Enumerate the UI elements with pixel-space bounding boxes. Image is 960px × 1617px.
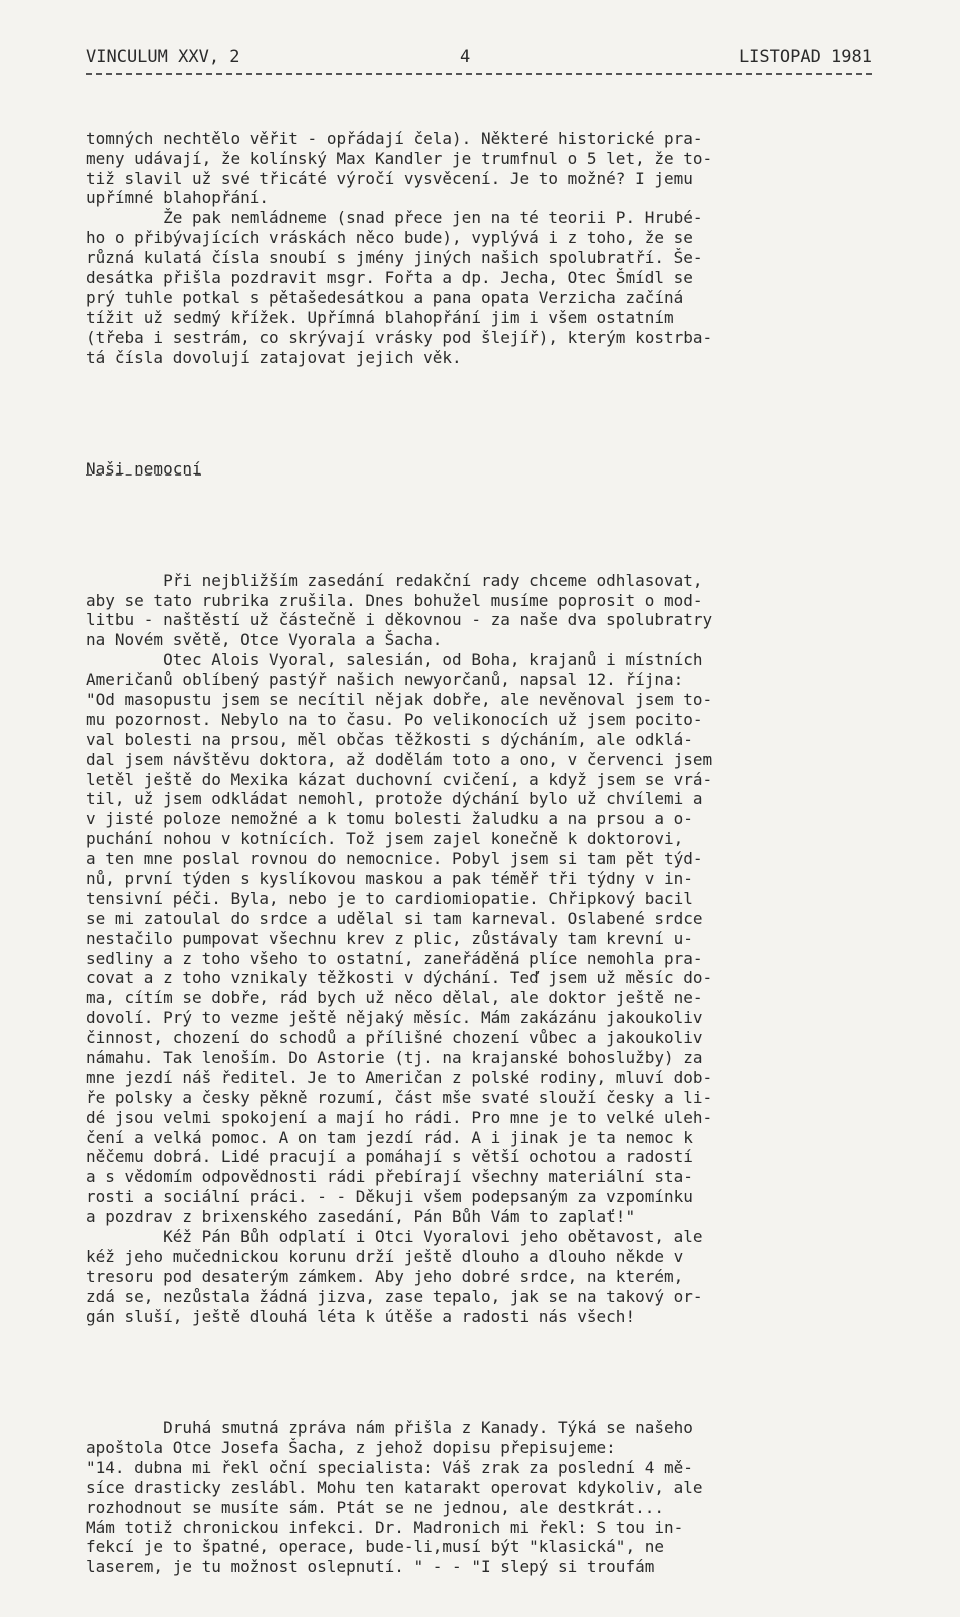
- text-line: gán sluší, ještě dlouhá léta k útěše a radosti nás všech!: [86, 1306, 636, 1326]
- text-line: se mi zatoulal do srdce a udělal si tam karneval. Oslabené srdce: [86, 908, 703, 928]
- text-line: námahu. Tak lenoším. Do Astorie (tj. na krajanské bohoslužby) za: [86, 1048, 703, 1068]
- text-line: nů, první týden s kyslíkovou maskou a pak téměř tři týdny v in-: [86, 869, 693, 888]
- text-line: til, už jsem odkládat nemohl, protože dýchání bylo už chvílemi a: [86, 789, 703, 809]
- text-line: čení a velká pomoc. A on tam jezdí rád. A i jinak je ta nemoc k: [86, 1127, 693, 1147]
- text-line: Kéž Pán Bůh odplatí i Otci Vyoralovi jeho obětavost, ale: [86, 1227, 703, 1247]
- text-line: (třeba i sestrám, co skrývají vrásky pod šlejíř), kterým kostrba-: [86, 327, 713, 347]
- text-line: litbu - naštěstí už částečně i děkovnou - za naše dva spolubratry: [86, 610, 713, 630]
- text-line: zdá se, nezůstala žádná jizva, zase tepalo, jak se na takový or-: [86, 1286, 703, 1306]
- text-line: ře polsky a česky pěkně rozumí, část mše svaté slouží česky a li-: [86, 1087, 713, 1107]
- text-line: a ten mne poslal rovnou do nemocnice. Pobyl jsem si tam pět týd-: [86, 849, 703, 869]
- article-body: [86, 89, 886, 1617]
- text-line: dé jsou velmi spokojení a mají ho rádi. Pro mne je to velké uleh-: [86, 1107, 713, 1127]
- text-line: letěl ještě do Mexika kázat duchovní cvičení, a když jsem se vrá-: [86, 769, 713, 789]
- text-line: dal jsem návštěvu doktora, až dodělám toto a ono, v červenci jsem: [86, 749, 713, 769]
- text-line: desátka přišla pozdravit msgr. Fořta a dp. Jecha, Otec Šmídl se: [86, 268, 693, 288]
- text-line: síce drasticky zeslábl. Mohu ten katarakt operovat kdykoliv, ale: [86, 1477, 703, 1497]
- text-line: tá čísla dovolují zatajovat jejich věk.: [86, 347, 462, 367]
- text-line: aby se tato rubrika zrušila. Dnes bohužel musíme poprosit o mod-: [86, 590, 703, 610]
- text-line: tomných nechtělo věřit - opřádají čela). Některé historické pra-: [86, 128, 703, 148]
- text-line: kéž jeho mučednickou korunu drží ještě dlouho a dlouho někde v: [86, 1246, 684, 1266]
- text-line: apoštola Otce Josefa Šacha, z jehož dopisu přepisujeme:: [86, 1438, 616, 1457]
- text-line: "14. dubna mi řekl oční specialista: Váš zrak za poslední 4 mě-: [86, 1457, 693, 1477]
- text-line: rozhodnout se musíte sám. Ptát se ne jednou, ale destkrát...: [86, 1497, 664, 1517]
- text-line: "Od masopustu jsem se necítil nějak dobře, ale nevěnoval jsem to-: [86, 689, 713, 709]
- text-line: laserem, je tu možnost oslepnutí. " - - "I slepý si troufám: [86, 1557, 655, 1577]
- text-line: sedliny a z toho všeho to ostatní, zaneřáděná plíce nemohla pra-: [86, 948, 703, 968]
- section-heading: Naši nemocní: [86, 459, 202, 479]
- text-line: upřímné blahopřání.: [86, 188, 270, 208]
- header-divider: [86, 73, 872, 75]
- text-line: v jisté poloze nemožné a k tomu bolesti žaludku a na prsou a o-: [86, 809, 693, 829]
- page-header: [86, 47, 872, 73]
- text-line: Druhá smutná zpráva nám přišla z Kanady. Týká se našeho: [86, 1418, 693, 1438]
- text-line: mu pozornost. Nebylo na to času. Po velikonocích už jsem pocito-: [86, 709, 703, 729]
- header-journal-issue: VINCULUM XXV, 2: [86, 47, 240, 67]
- text-line: tížit už sedmý křížek. Upřímná blahopřání jim i všem ostatním: [86, 307, 674, 327]
- text-line: rosti a sociální práci. - - Děkuji všem podepsaným za vzpomínku: [86, 1187, 693, 1207]
- text-line: tresoru pod desaterým zámkem. Aby jeho dobré srdce, na kterém,: [86, 1266, 684, 1286]
- paragraph-block-birthdays: [86, 129, 886, 368]
- text-line: dovolí. Prý to vezme ještě nějaký měsíc. Mám zakázánu jakoukoliv: [86, 1008, 703, 1028]
- text-line: covat a z toho vznikaly těžkosti v dýchání. Teď jsem už měsíc do-: [86, 968, 713, 988]
- text-line: puchání nohou v kotnících. Tož jsem zajel konečně k doktorovi,: [86, 829, 684, 849]
- text-line: meny udávají, že kolínský Max Kandler je trumfnul o 5 let, že to-: [86, 148, 713, 168]
- text-line: ma, cítím se dobře, rád bych už něco dělal, ale doktor ještě ne-: [86, 988, 703, 1008]
- text-line: fekcí je to špatné, operace, bude-li,musí být "klasická", ne: [86, 1537, 664, 1557]
- text-line: tensivní péči. Byla, nebo je to cardiomiopatie. Chřipkový bacil: [86, 888, 693, 908]
- text-line: prý tuhle potkal s pětašedesátkou a pana opata Verzicha začíná: [86, 287, 684, 307]
- text-line: mne jezdí náš ředitel. Je to Američan z polské rodiny, mluví dob-: [86, 1067, 713, 1087]
- text-line: Mám totiž chronickou infekci. Dr. Madronich mi řekl: S tou in-: [86, 1517, 684, 1537]
- text-line: Že pak nemládneme (snad přece jen na té teorii P. Hrubé-: [86, 208, 703, 228]
- header-page-number: 4: [460, 47, 471, 67]
- paragraph-block-sach: [86, 1418, 886, 1577]
- text-line: činnost, chození do schodů a přílišné chození vůbec a jakoukoliv: [86, 1028, 703, 1048]
- text-line: tiž slavil už své třicáté výročí vysvěcení. Je to možné? I jemu: [86, 168, 693, 188]
- text-line: nestačilo pumpovat všechnu krev z plic, zůstávaly tam krevní u-: [86, 928, 693, 948]
- text-line: na Novém světě, Otce Vyorala a Šacha.: [86, 630, 443, 650]
- text-line: Američanů oblíbený pastýř našich newyorčanů, napsal 12. října:: [86, 670, 684, 690]
- text-line: a pozdrav z brixenského zasedání, Pán Bůh Vám to zaplať!": [86, 1207, 636, 1227]
- text-line: ho o přibývajících vráskách něco bude), vyplývá i z toho, že se: [86, 228, 693, 248]
- text-line: něčemu dobrá. Lidé pracují a pomáhají s větší ochotou a radostí: [86, 1147, 693, 1167]
- header-date: LISTOPAD 1981: [738, 47, 872, 67]
- text-line: a s vědomím odpovědnosti rádi přebírají všechny materiální sta-: [86, 1167, 693, 1187]
- paragraph-block-vyoral: [86, 571, 886, 1327]
- text-line: Při nejbližším zasedání redakční rady chceme odhlasovat,: [86, 570, 703, 590]
- text-line: Otec Alois Vyoral, salesián, od Boha, krajanů i místních: [86, 650, 703, 670]
- text-line: různá kulatá čísla snoubí s jmény jiných našich spolubratří. Še-: [86, 248, 703, 268]
- text-line: val bolesti na prsou, měl občas těžkosti s dýcháním, ale odklá-: [86, 729, 693, 749]
